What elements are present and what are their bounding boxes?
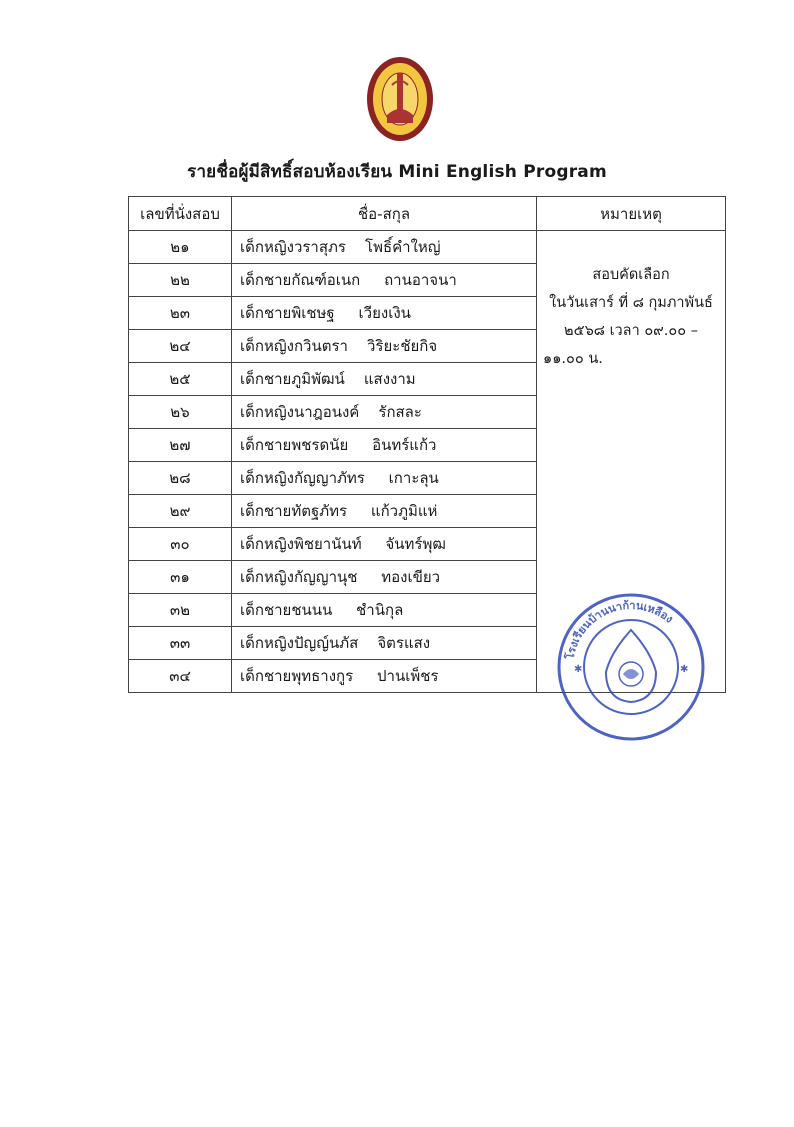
- table-header-row: [129, 197, 726, 231]
- school-stamp: [556, 592, 706, 742]
- student-name: เด็กชายชนนน ชำนิกุล: [232, 594, 537, 627]
- seat-number: ๒๕: [129, 363, 232, 396]
- student-name: เด็กหญิงพิชยานันท์ จันทร์พุฒ: [232, 528, 537, 561]
- seat-number: ๒๗: [129, 429, 232, 462]
- student-name: เด็กหญิงกัญญาภัทร เกาะลุน: [232, 462, 537, 495]
- seat-number: ๓๐: [129, 528, 232, 561]
- remark-line: สอบคัดเลือก: [592, 267, 670, 283]
- page-title: รายชื่อผู้มีสิทธิ์สอบห้องเรียน Mini English Program: [187, 162, 607, 182]
- svg-text:✱: ✱: [574, 664, 583, 675]
- svg-text:✱: ✱: [680, 664, 689, 675]
- student-name: เด็กหญิงกวินตรา วิริยะชัยกิจ: [232, 330, 537, 363]
- student-name: เด็กชายกัณฑ์อเนก ถานอาจนา: [232, 264, 537, 297]
- seat-number: ๒๖: [129, 396, 232, 429]
- column-header-name: ชื่อ-สกุล: [232, 197, 537, 231]
- student-name: เด็กชายทัตฐภัทร แก้วภูมิแห่: [232, 495, 537, 528]
- seat-number: ๒๑: [129, 231, 232, 264]
- seat-number: ๒๙: [129, 495, 232, 528]
- column-header-seat: เลขที่นั่งสอบ: [129, 197, 232, 231]
- seat-number: ๒๔: [129, 330, 232, 363]
- student-name: เด็กชายพิเชษฐ เวียงเงิน: [232, 297, 537, 330]
- column-header-remark: หมายเหตุ: [537, 197, 726, 231]
- student-name: เด็กชายภูมิพัฒน์ แสงงาม: [232, 363, 537, 396]
- seat-number: ๒๘: [129, 462, 232, 495]
- student-name: เด็กหญิงนาฎอนงค์ รักสละ: [232, 396, 537, 429]
- remark-line: ในวันเสาร์ ที่ ๘ กุมภาพันธ์: [549, 295, 713, 311]
- seat-number: ๒๒: [129, 264, 232, 297]
- school-logo: [365, 55, 435, 143]
- seat-number: ๒๓: [129, 297, 232, 330]
- seat-number: ๓๒: [129, 594, 232, 627]
- stamp-text: โรงเรียนบ้านนาก้านเหลือง: [563, 598, 676, 661]
- student-name: เด็กชายพชรดนัย อินทร์แก้ว: [232, 429, 537, 462]
- seat-number: ๓๓: [129, 627, 232, 660]
- seat-number: ๓๔: [129, 660, 232, 693]
- seat-number: ๓๑: [129, 561, 232, 594]
- remark-line: ๑๑.๐๐ น.: [543, 351, 603, 367]
- student-name: เด็กหญิงปัญญ์นภัส จิตรแสง: [232, 627, 537, 660]
- table-row: [129, 231, 726, 264]
- student-name: เด็กหญิงวราสุภร โพธิ์คำใหญ่: [232, 231, 537, 264]
- student-name: เด็กหญิงกัญญานุช ทองเขียว: [232, 561, 537, 594]
- remark-line: ๒๕๖๘ เวลา ๐๙.๐๐ –: [564, 323, 698, 339]
- student-name: เด็กชายพุทธางกูร ปานเพ็ชร: [232, 660, 537, 693]
